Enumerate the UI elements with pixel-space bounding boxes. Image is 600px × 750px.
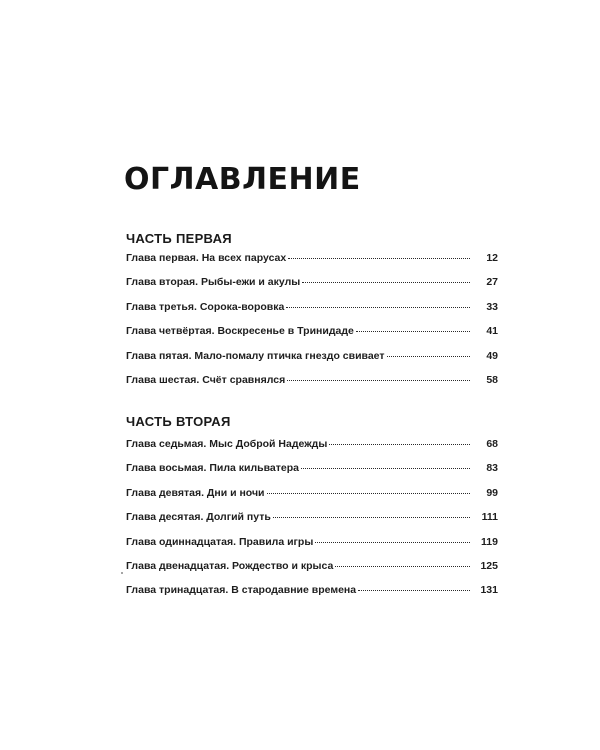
toc-entry[interactable]	[126, 487, 498, 511]
page-number: 41	[486, 325, 498, 338]
page-number: 83	[486, 462, 498, 475]
chapter-title: Глава третья. Сорока-воровка	[126, 300, 285, 313]
chapter-title: Глава пятая. Мало-помалу птичка гнездо свивает	[126, 349, 385, 362]
dot-leader	[335, 566, 470, 567]
dot-leader	[302, 282, 470, 283]
toc-entry[interactable]	[126, 560, 498, 584]
page-number: 27	[486, 276, 498, 289]
page-number: 33	[486, 300, 498, 313]
chapter-title: Глава девятая. Дни и ночи	[126, 486, 265, 499]
part-heading-2: ЧАСТЬ ВТОРАЯ	[126, 414, 231, 429]
page-title: ОГЛАВЛЕНИЕ	[124, 162, 361, 197]
dot-leader	[329, 444, 470, 445]
dot-leader	[286, 307, 470, 308]
dot-leader	[358, 590, 470, 591]
page-number: 12	[486, 252, 498, 264]
dot-leader	[288, 258, 470, 259]
chapter-title: Глава шестая. Счёт сравнялся	[126, 373, 286, 386]
chapter-title: Глава тринадцатая. В стародавние времена	[126, 584, 357, 597]
chapter-title: Глава десятая. Долгий путь	[126, 511, 271, 524]
dot-leader	[287, 380, 470, 381]
part-heading-1: ЧАСТЬ ПЕРВАЯ	[126, 231, 232, 246]
toc-entry[interactable]	[126, 325, 498, 349]
chapter-title: Глава восьмая. Пила кильватера	[126, 462, 299, 475]
toc-entry[interactable]	[126, 276, 498, 300]
toc-list-part-2	[126, 438, 498, 609]
toc-entry[interactable]	[126, 301, 498, 325]
toc-entry[interactable]	[126, 438, 498, 462]
print-speck	[121, 572, 123, 574]
toc-entry[interactable]	[126, 584, 498, 608]
dot-leader	[273, 517, 470, 518]
toc-list-part-1	[126, 252, 498, 398]
page-number: 99	[486, 486, 498, 499]
chapter-title: Глава седьмая. Мыс Доброй Надежды	[126, 438, 328, 450]
dot-leader	[301, 468, 470, 469]
toc-entry[interactable]	[126, 511, 498, 535]
toc-entry[interactable]	[126, 536, 498, 560]
dot-leader	[315, 542, 470, 543]
toc-entry[interactable]	[126, 350, 498, 374]
chapter-title: Глава вторая. Рыбы-ежи и акулы	[126, 276, 301, 289]
page-number: 119	[481, 535, 498, 548]
page-number: 111	[481, 511, 498, 524]
page-number: 49	[486, 349, 498, 362]
toc-entry[interactable]	[126, 462, 498, 486]
toc-entry[interactable]	[126, 374, 498, 398]
chapter-title: Глава двенадцатая. Рождество и крыса	[126, 559, 334, 572]
dot-leader	[267, 493, 470, 494]
dot-leader	[356, 331, 470, 332]
dot-leader	[387, 356, 470, 357]
chapter-title: Глава одиннадцатая. Правила игры	[126, 535, 314, 548]
chapter-title: Глава четвёртая. Воскресенье в Тринидаде	[126, 325, 354, 338]
page-number: 125	[480, 559, 498, 572]
page-number: 131	[480, 584, 498, 597]
page-number: 68	[486, 438, 498, 450]
page-number: 58	[486, 373, 498, 386]
chapter-title: Глава первая. На всех парусах	[126, 252, 287, 264]
toc-entry[interactable]	[126, 252, 498, 276]
